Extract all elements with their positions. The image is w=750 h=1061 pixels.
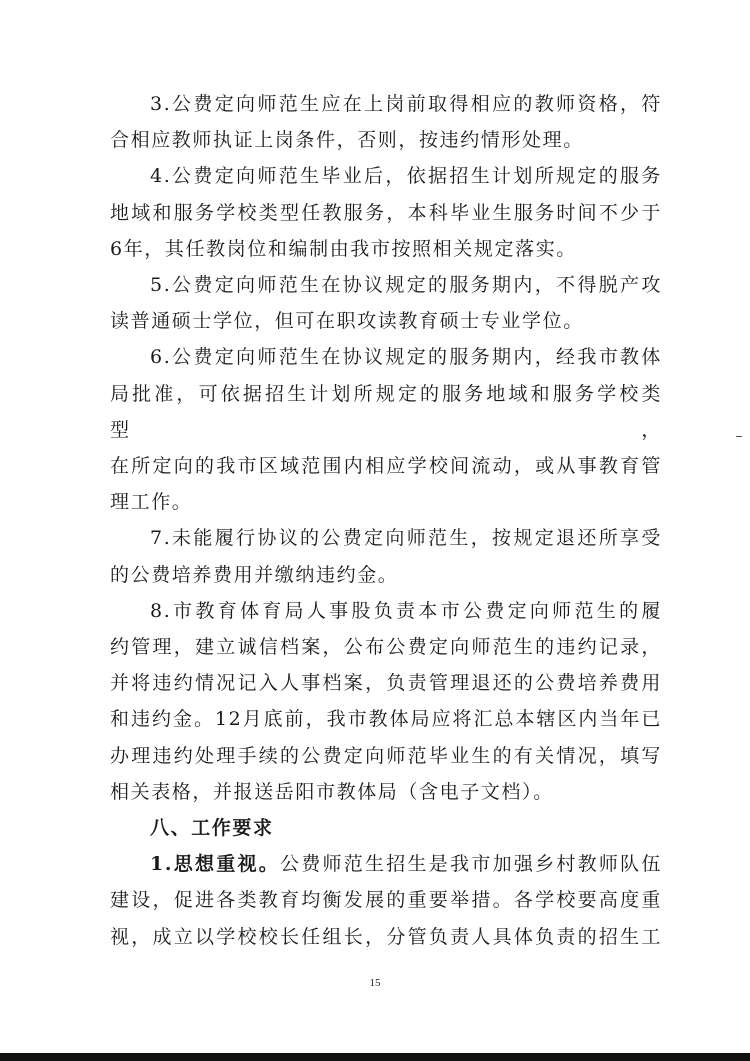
paragraph-8-line-1: 8.市教育体育局人事股负责本市公费定向师范生的履	[150, 599, 662, 622]
paragraph-6-line-2: 局批准，可依据招生计划所规定的服务地域和服务学校类型，	[110, 382, 662, 441]
scan-edge-bar	[0, 1053, 750, 1061]
margin-mark	[736, 436, 742, 437]
paragraph-4-line-1: 4.公费定向师范生毕业后，依据招生计划所规定的服务	[150, 165, 662, 188]
paragraph-3-line-2: 合相应教师执证上岗条件，否则，按违约情形处理。	[110, 129, 584, 152]
paragraph-6-line-3: 在所定向的我市区域范围内相应学校间流动，或从事教育管	[110, 455, 662, 478]
paragraph-5-line-1: 5.公费定向师范生在协议规定的服务期内，不得脱产攻	[150, 274, 662, 297]
item-1-line-3: 视，成立以学校校长任组长，分管负责人具体负责的招生工	[110, 925, 662, 948]
page-number: 15	[369, 977, 381, 989]
paragraph-7-line-1: 7.未能履行协议的公费定向师范生，按规定退还所享受	[150, 527, 662, 550]
paragraph-4-line-3: 6年，其任教岗位和编制由我市按照相关规定落实。	[110, 237, 577, 260]
paragraph-8-line-6: 相关表格，并报送岳阳市教体局（含电子文档）。	[110, 780, 554, 803]
item-1-line-1	[110, 846, 662, 882]
paragraph-8-line-3: 并将违约情况记入人事档案，负责管理退还的公费培养费用	[110, 672, 662, 695]
paragraph-8-line-4: 和违约金。12月底前，我市教体局应将汇总本辖区内当年已	[110, 708, 662, 731]
item-1-lead: 1.思想重视。	[150, 853, 280, 876]
paragraph-8-line-5: 办理违约处理手续的公费定向师范毕业生的有关情况，填写	[110, 744, 662, 767]
item-1-line-2: 建设，促进各类教育均衡发展的重要举措。各学校要高度重	[110, 889, 662, 912]
paragraph-8-line-2: 约管理，建立诚信档案，公布公费定向师范生的违约记录，	[110, 636, 662, 659]
paragraph-7-line-2: 的公费培养费用并缴纳违约金。	[110, 563, 399, 586]
paragraph-4-line-2: 地域和服务学校类型任教服务，本科毕业生服务时间不少于	[110, 201, 662, 224]
item-1-lead-rest: 公费师范生招生是我市加强乡村教师队伍	[280, 853, 662, 876]
paragraph-3-line-1: 3.公费定向师范生应在上岗前取得相应的教师资格，符	[150, 93, 662, 115]
body-text	[110, 86, 662, 955]
paragraph-6-line-4: 理工作。	[110, 491, 193, 514]
paragraph-5-line-2: 读普通硕士学位，但可在职攻读教育硕士专业学位。	[110, 310, 584, 333]
section-heading: 八、工作要求	[150, 817, 274, 840]
paragraph-6-line-1: 6.公费定向师范生在协议规定的服务期内，经我市教体	[150, 346, 662, 369]
